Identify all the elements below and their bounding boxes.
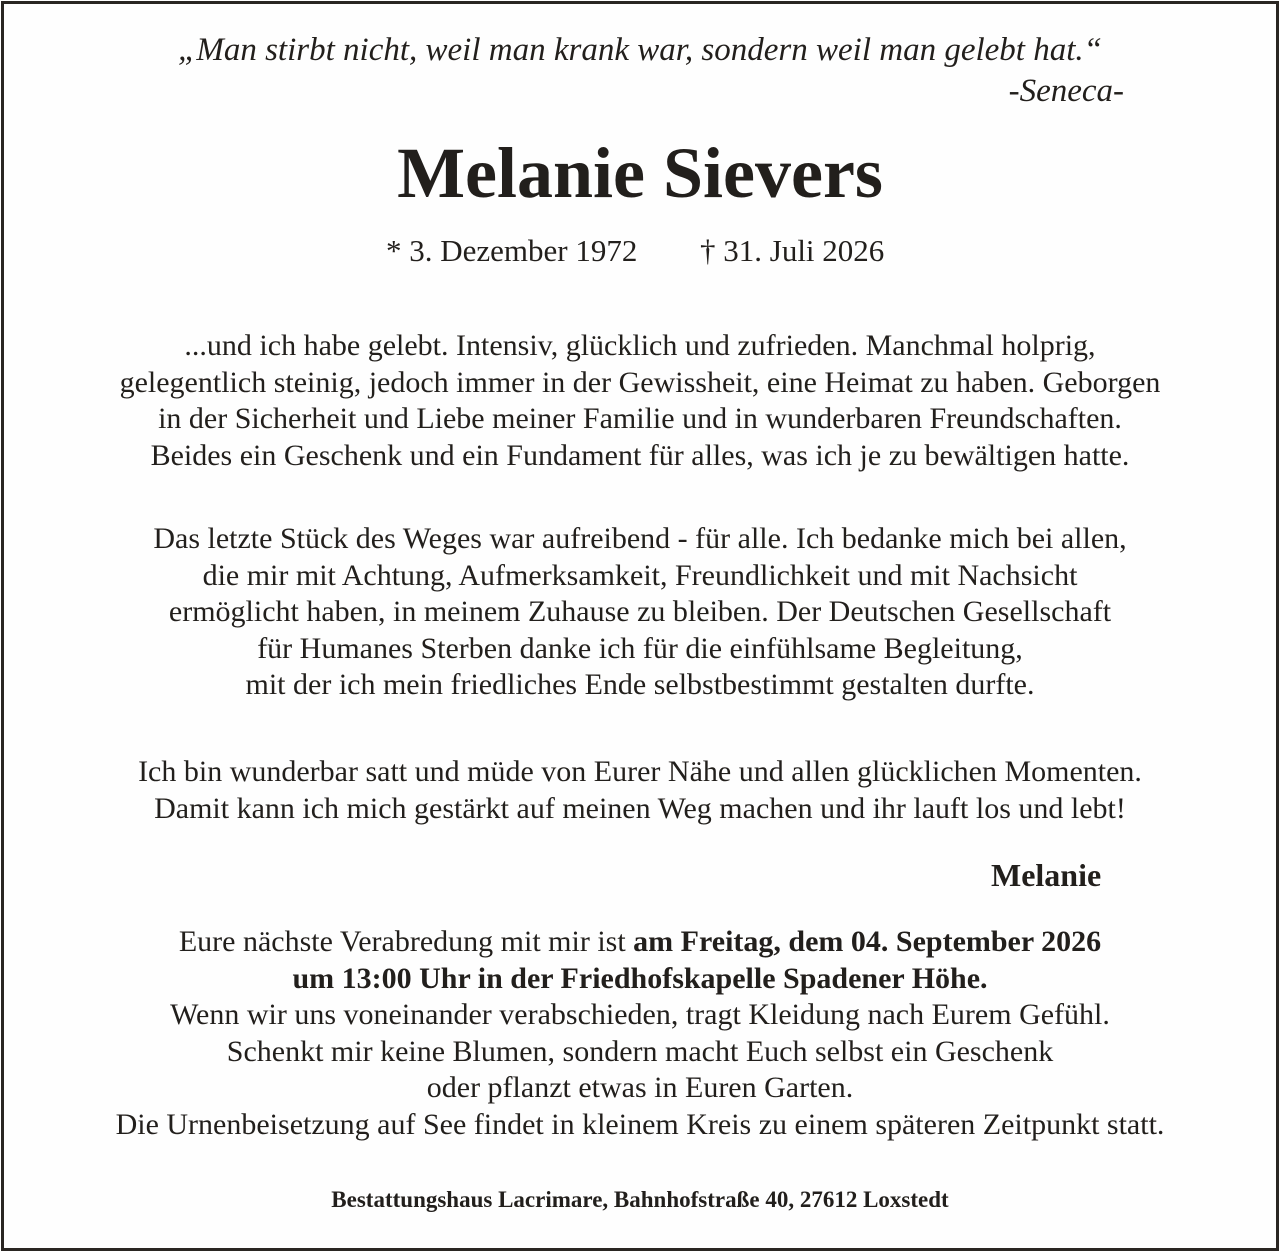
funeral-home-footer: Bestattungshaus Lacrimare, Bahnhofstraße 40, 27612 Loxstedt <box>331 1187 949 1212</box>
text-line: Ich bin wunderbar satt und müde von Eurer Nähe und allen glücklichen Momenten. <box>138 755 1142 788</box>
text-line: in der Sicherheit und Liebe meiner Familie und in wunderbaren Freundschaften. <box>158 402 1122 435</box>
paragraph-farewell <box>0 754 1280 827</box>
text-line <box>0 924 1280 961</box>
epigraph-quote: „Man stirbt nicht, weil man krank war, sondern weil man gelebt hat.“ <box>178 32 1102 68</box>
text-line: gelegentlich steinig, jedoch immer in der Gewissheit, eine Heimat zu haben. Geborgen <box>119 365 1161 399</box>
text-line: Das letzte Stück des Weges war aufreibend - für alle. Ich bedanke mich bei allen, <box>153 522 1127 555</box>
appointment-date: am Freitag, dem 04. September 2026 <box>633 925 1102 958</box>
death-date: † 31. Juli 2026 <box>700 233 885 268</box>
birth-date: * 3. Dezember 1972 <box>386 233 638 268</box>
signature: Melanie <box>991 857 1102 893</box>
paragraph-life <box>0 328 1280 474</box>
epigraph-author: -Seneca- <box>1008 73 1124 109</box>
text-line: ermöglicht haben, in meinem Zuhause zu bleiben. Der Deutschen Gesellschaft <box>168 595 1112 628</box>
paragraph-arrangements <box>0 924 1280 1143</box>
deceased-name: Melanie Sievers <box>397 133 883 213</box>
text-line: ...und ich habe gelebt. Intensiv, glücklich und zufrieden. Manchmal holprig, <box>184 329 1096 362</box>
text-line: Damit kann ich mich gestärkt auf meinen Weg machen und ihr lauft los und lebt! <box>154 791 1126 825</box>
appointment-intro: Eure nächste Verabredung mit mir ist <box>178 925 626 958</box>
text-line: Die Urnenbeisetzung auf See findet in kleinem Kreis zu einem späteren Zeitpunkt statt. <box>115 1107 1165 1141</box>
paragraph-thanks <box>0 521 1280 704</box>
text-line: für Humanes Sterben danke ich für die einfühlsame Begleitung, <box>257 631 1023 665</box>
text-line: oder pflanzt etwas in Euren Garten. <box>426 1071 854 1104</box>
text-line: die mir mit Achtung, Aufmerksamkeit, Freundlichkeit und mit Nachsicht <box>202 558 1078 592</box>
text-line: Wenn wir uns voneinander verabschieden, tragt Kleidung nach Eurem Gefühl. <box>170 998 1110 1031</box>
text-line: Beides ein Geschenk und ein Fundament für alles, was ich je zu bewältigen hatte. <box>150 438 1130 472</box>
text-line <box>0 961 1280 998</box>
text-line: Schenkt mir keine Blumen, sondern macht Euch selbst ein Geschenk <box>226 1034 1054 1068</box>
appointment-time-place: um 13:00 Uhr in der Friedhofskapelle Spadener Höhe. <box>292 961 988 995</box>
text-line: mit der ich mein friedliches Ende selbstbestimmt gestalten durfte. <box>245 668 1035 701</box>
